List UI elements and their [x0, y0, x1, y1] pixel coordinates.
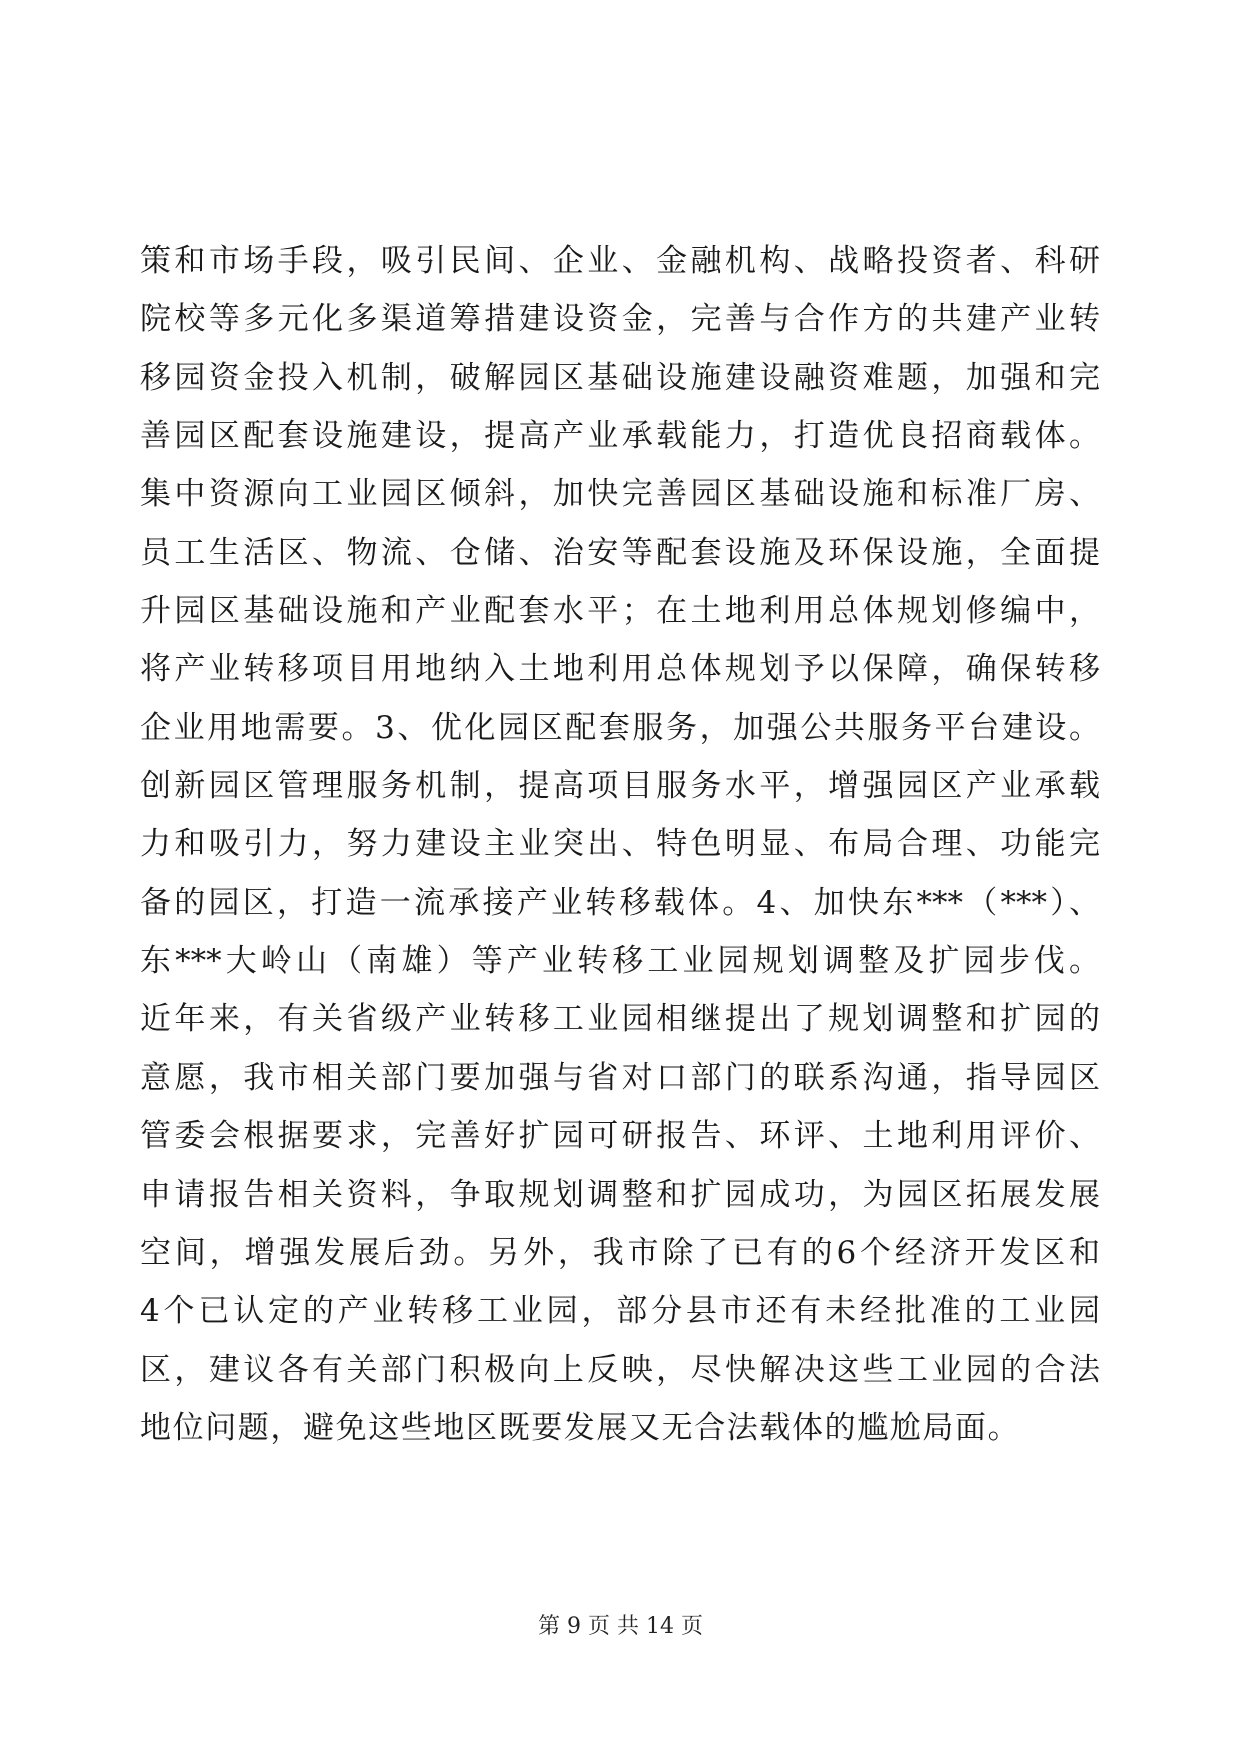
text-line: 集中资源向工业园区倾斜，加快完善园区基础设施和标准厂房、 — [140, 476, 1100, 513]
text-line: 东***大岭山（南雄）等产业转移工业园规划调整及扩园步伐。 — [140, 943, 1100, 980]
text-line: 管委会根据要求，完善好扩园可研报告、环评、土地利用评价、 — [140, 1118, 1100, 1155]
text-line: 策和市场手段，吸引民间、企业、金融机构、战略投资者、科研 — [140, 243, 1100, 279]
body-paragraph — [140, 232, 1100, 1457]
text-line: 升园区基础设施和产业配套水平；在土地利用总体规划修编中， — [140, 593, 1100, 630]
text-line: 4个已认定的产业转移工业园，部分县市还有未经批准的工业园 — [140, 1293, 1100, 1330]
text-line: 创新园区管理服务机制，提高项目服务水平，增强园区产业承载 — [140, 768, 1100, 805]
text-line: 地位问题，避免这些地区既要发展又无合法载体的尴尬局面。 — [140, 1409, 1021, 1446]
text-line: 将产业转移项目用地纳入土地利用总体规划予以保障，确保转移 — [140, 651, 1100, 688]
page-number-footer: 第 9 页 共 14 页 — [538, 1614, 703, 1639]
text-line: 员工生活区、物流、仓储、治安等配套设施及环保设施，全面提 — [140, 534, 1100, 571]
text-line: 力和吸引力，努力建设主业突出、特色明显、布局合理、功能完 — [140, 826, 1100, 863]
text-line: 区，建议各有关部门积极向上反映，尽快解决这些工业园的合法 — [140, 1351, 1100, 1388]
text-line: 近年来，有关省级产业转移工业园相继提出了规划调整和扩园的 — [140, 1001, 1100, 1038]
text-line: 备的园区，打造一流承接产业转移载体。4、加快东***（***）、 — [140, 884, 1100, 921]
text-line: 申请报告相关资料，争取规划调整和扩园成功，为园区拓展发展 — [140, 1176, 1100, 1213]
text-line: 意愿，我市相关部门要加强与省对口部门的联系沟通，指导园区 — [140, 1059, 1100, 1096]
text-line: 院校等多元化多渠道筹措建设资金，完善与合作方的共建产业转 — [140, 301, 1100, 338]
text-line: 移园资金投入机制，破解园区基础设施建设融资难题，加强和完 — [140, 359, 1100, 396]
text-line: 空间，增强发展后劲。另外，我市除了已有的6个经济开发区和 — [140, 1234, 1100, 1271]
text-line: 善园区配套设施建设，提高产业承载能力，打造优良招商载体。 — [140, 418, 1100, 455]
text-line: 企业用地需要。3、优化园区配套服务，加强公共服务平台建设。 — [140, 709, 1100, 746]
